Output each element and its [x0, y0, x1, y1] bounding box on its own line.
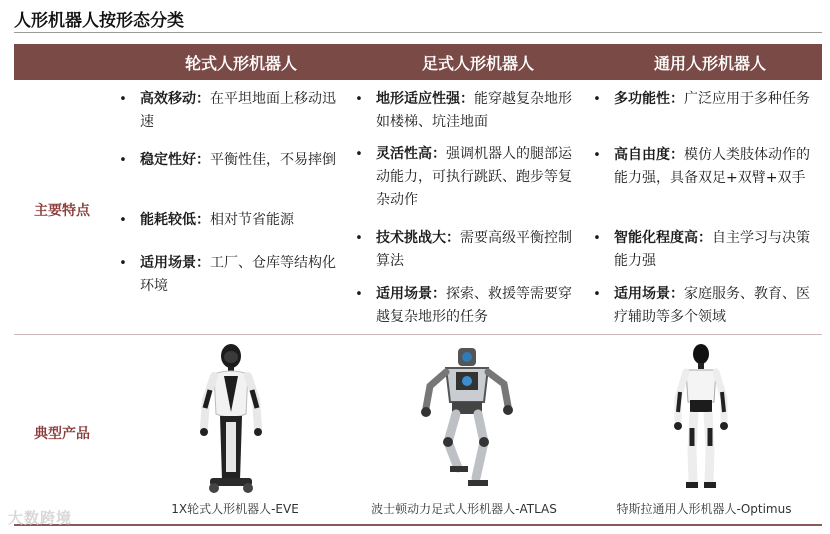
row-label-products: 典型产品 [34, 426, 90, 442]
feature-key: 高效移动： [140, 91, 210, 107]
bullet-icon: • [355, 147, 363, 162]
header-general: 通用人形机器人 [653, 53, 766, 73]
feature-item [352, 283, 578, 329]
feature-key: 适用场景： [140, 255, 210, 271]
feature-key: 稳定性好： [140, 152, 210, 168]
feature-item [590, 88, 816, 144]
feature-key: 高自由度： [614, 147, 684, 163]
feature-key: 适用场景： [376, 286, 446, 302]
feature-text: 探索、救援等需要穿越复杂地形的任务 [376, 286, 572, 325]
bullet-icon: • [355, 231, 363, 246]
feature-text: 能穿越复杂地形如楼梯、坑洼地面 [376, 91, 572, 130]
optimus-robot-image [666, 342, 736, 494]
row-divider [14, 334, 822, 335]
table-bottom-rule [14, 524, 822, 526]
feature-key: 能耗较低： [140, 212, 210, 228]
header-legged: 足式人形机器人 [421, 53, 534, 73]
feature-text: 模仿人类肢体动作的能力强，具备双足+双臂+双手 [614, 147, 810, 186]
feature-item [116, 209, 342, 252]
feature-item [352, 88, 578, 143]
features-wheeled [116, 88, 342, 298]
feature-key: 适用场景： [614, 286, 684, 302]
bullet-icon: • [355, 92, 363, 107]
atlas-robot-image [418, 342, 514, 494]
bullet-icon: • [593, 148, 601, 163]
feature-item [116, 252, 342, 298]
feature-text: 广泛应用于多种任务 [684, 91, 810, 107]
feature-text: 平衡性佳，不易摔倒 [210, 152, 336, 168]
feature-item [116, 149, 342, 209]
features-legged [352, 88, 578, 329]
bullet-icon: • [355, 287, 363, 302]
bullet-icon: • [119, 213, 127, 228]
feature-key: 多功能性： [614, 91, 684, 107]
title-divider [14, 32, 822, 33]
feature-key: 灵活性高： [376, 146, 446, 162]
feature-item [590, 144, 816, 227]
feature-text: 在平坦地面上移动迅速 [140, 91, 336, 130]
bullet-icon: • [593, 231, 601, 246]
feature-text: 相对节省能源 [210, 212, 294, 228]
feature-key: 技术挑战大： [376, 230, 460, 246]
feature-text: 家庭服务、教育、医疗辅助等多个领域 [614, 286, 810, 325]
product-caption-eve: 1X轮式人形机器人-EVE [171, 502, 299, 516]
feature-item [590, 283, 816, 329]
product-caption-optimus: 特斯拉通用人形机器人-Optimus [616, 502, 792, 516]
table-header [14, 44, 822, 80]
page-title: 人形机器人按形态分类 [14, 11, 184, 31]
header-empty-cell [14, 44, 124, 80]
bullet-icon: • [593, 92, 601, 107]
bullet-icon: • [119, 153, 127, 168]
feature-text: 自主学习与决策能力强 [614, 230, 810, 269]
features-general [590, 88, 816, 329]
product-caption-atlas: 波士顿动力足式人形机器人-ATLAS [371, 502, 557, 516]
eve-robot-image [196, 342, 266, 494]
header-wheeled: 轮式人形机器人 [184, 53, 297, 73]
feature-text: 需要高级平衡控制算法 [376, 230, 572, 269]
feature-text: 强调机器人的腿部运动能力，可执行跳跃、跑步等复杂动作 [376, 146, 572, 208]
bullet-icon: • [119, 256, 127, 271]
watermark: 大数跨境 [8, 509, 73, 527]
feature-key: 智能化程度高： [614, 230, 712, 246]
feature-text: 工厂、仓库等结构化环境 [140, 255, 336, 294]
feature-item [352, 227, 578, 283]
feature-item [352, 143, 578, 227]
feature-item [116, 88, 342, 149]
bullet-icon: • [119, 92, 127, 107]
bullet-icon: • [593, 287, 601, 302]
feature-key: 地形适应性强： [376, 91, 474, 107]
feature-item [590, 227, 816, 283]
row-label-features: 主要特点 [34, 203, 90, 219]
